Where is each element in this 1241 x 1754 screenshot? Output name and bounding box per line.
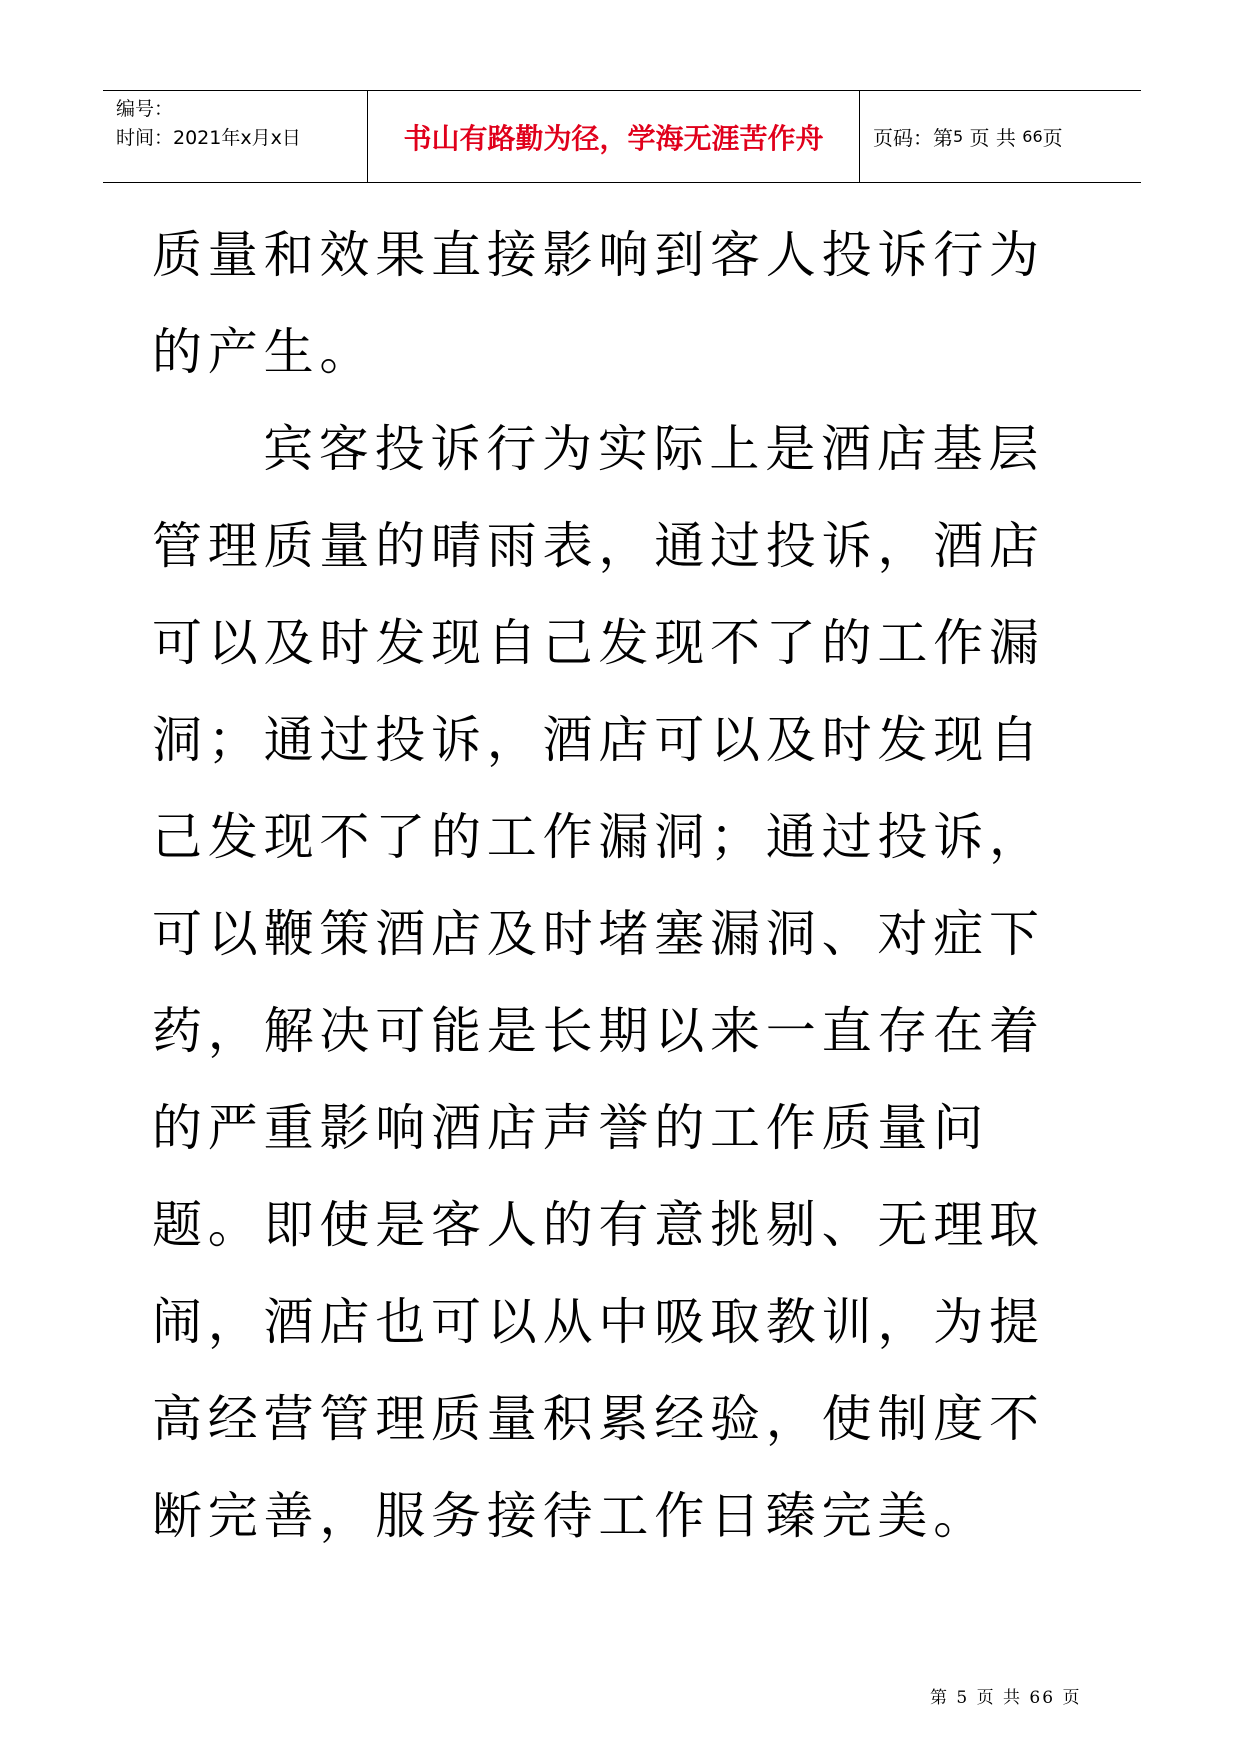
header-page-cell [860, 91, 1141, 182]
document-body [152, 207, 1098, 1565]
document-date: 时间：2021年x月x日 [116, 127, 301, 149]
page-prefix: 页码：第 [873, 126, 953, 150]
page-middle: 页 共 [969, 126, 1016, 150]
page-header [103, 90, 1141, 183]
page-number: 5 [953, 127, 964, 146]
body-paragraph: 质量和效果直接影响到客人投诉行为的产生。 [152, 226, 1045, 381]
header-motto: 书山有路勤为径，学海无涯苦作舟 [403, 121, 824, 155]
header-motto-cell [368, 91, 860, 182]
page-suffix: 页 [1042, 126, 1063, 150]
body-paragraph: 宾客投诉行为实际上是酒店基层管理质量的晴雨表，通过投诉，酒店可以及时发现自己发现不了的工作漏洞；通过投诉，酒店可以及时发现自己发现不了的工作漏洞；通过投诉，可以鞭策酒店及时堵塞漏洞、对症下药，解决可能是长期以来一直存在着的严重影响酒店声誉的工作质量问题。即使是客人的有意挑剔、无理取闹，酒店也可以从中吸取教训，为提高经营管理质量积累经验，使制度不断完善，服务接待工作日臻完美。 [152, 420, 1045, 1545]
page-footer: 第 5 页 共 66 页 [930, 1688, 1082, 1708]
page-total: 66 [1022, 127, 1043, 146]
document-number-label: 编号： [116, 98, 174, 120]
header-meta-cell [103, 91, 368, 182]
